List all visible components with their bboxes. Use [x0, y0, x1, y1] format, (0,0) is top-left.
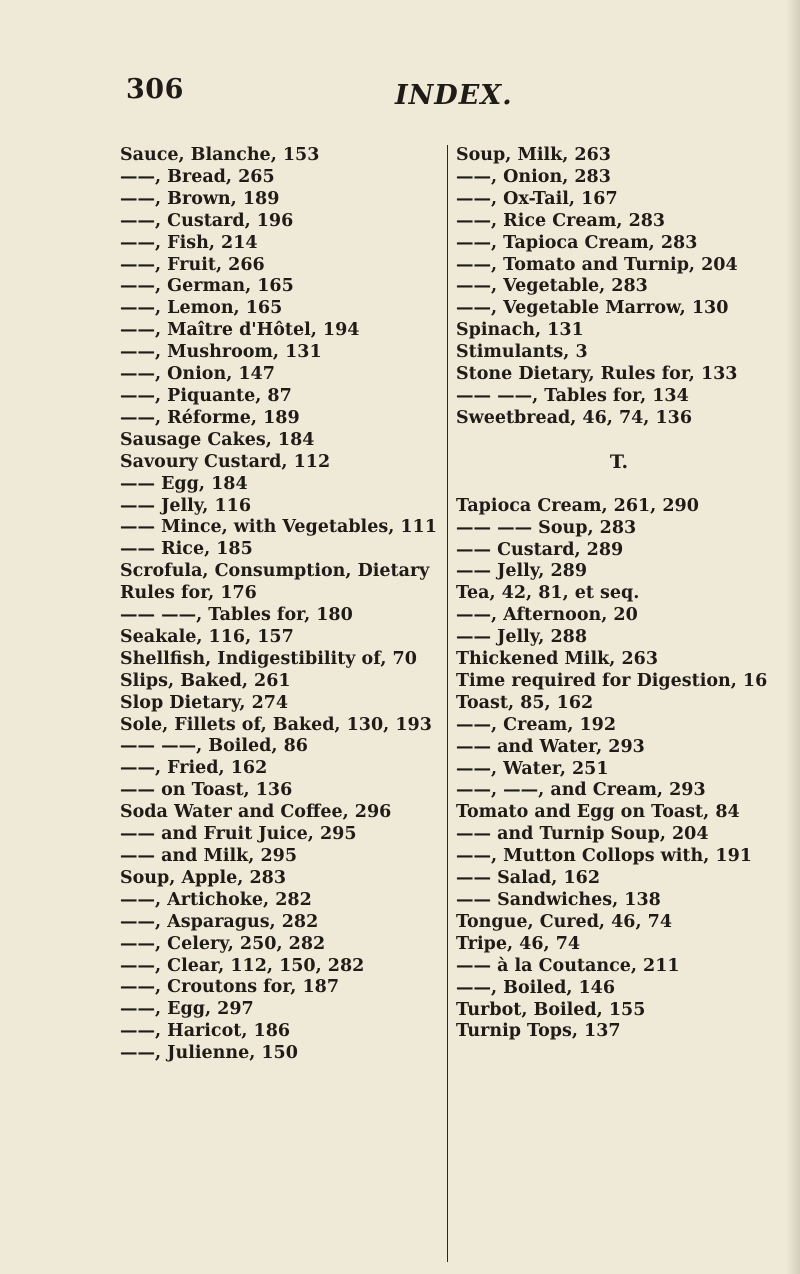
index-entry: Soup, Milk, 263 [456, 145, 611, 165]
index-entry: —— on Toast, 136 [120, 780, 293, 801]
index-entry: Tomato and Egg on Toast, 84 [456, 802, 740, 823]
column-divider [447, 145, 448, 1262]
index-entry: —— Salad, 162 [456, 868, 601, 889]
index-entry: Toast, 85, 162 [456, 692, 594, 713]
index-entry: ——, Onion, 147 [120, 364, 275, 385]
index-entry: ——, Afternoon, 20 [456, 605, 638, 626]
index-entry: ——, Artichoke, 282 [120, 889, 312, 910]
index-entry: Slips, Baked, 261 [120, 670, 291, 691]
index-entry: ——, Bread, 265 [120, 166, 275, 187]
index-entry: —— and Fruit Juice, 295 [120, 824, 357, 845]
index-entry: Soda Water and Coffee, 296 [120, 802, 392, 823]
index-entry: ——, Cream, 192 [456, 714, 617, 735]
index-entry: ——, Egg, 297 [120, 999, 254, 1020]
index-entry: —— —— Soup, 283 [456, 517, 637, 538]
index-entry: —— Jelly, 288 [456, 627, 588, 648]
index-entry: ——, Lemon, 165 [120, 298, 283, 319]
index-entry: ——, Mushroom, 131 [120, 342, 322, 363]
page-number: 306 [126, 74, 184, 105]
index-entry: Seakale, 116, 157 [120, 626, 294, 647]
index-entry: ——, Piquante, 87 [120, 385, 292, 406]
index-entry: ——, Asparagus, 282 [120, 911, 319, 932]
index-entry: —— Jelly, 289 [456, 561, 588, 582]
index-entry: ——, Clear, 112, 150, 282 [120, 955, 365, 976]
index-entry: ——, Celery, 250, 282 [120, 933, 326, 954]
index-entry: —— Mince, with Vegetables, 111 [120, 517, 437, 538]
index-entry: Sauce, Blanche, 153 [120, 145, 320, 165]
index-entry: ——, Rice Cream, 283 [456, 210, 666, 231]
index-entry: ——, Water, 251 [456, 758, 609, 779]
index-entry: ——, Croutons for, 187 [120, 977, 340, 998]
index-entry: —— and Milk, 295 [120, 846, 297, 866]
index-entry: ——, Fruit, 266 [120, 254, 265, 275]
index-entry: Tongue, Cured, 46, 74 [456, 911, 673, 932]
index-entry: ——, Tomato and Turnip, 204 [456, 254, 738, 275]
index-entry: —— and Turnip Soup, 204 [456, 824, 709, 845]
index-entry: ——, Maître d'Hôtel, 194 [120, 320, 360, 341]
index-entry: —— and Water, 293 [456, 736, 645, 757]
index-entry: ——, ——, and Cream, 293 [456, 780, 706, 801]
index-entry: Savoury Custard, 112 [120, 451, 331, 472]
section-letter: T. [609, 450, 629, 473]
index-entry: Shellfish, Indigestibility of, 70 [120, 648, 417, 669]
index-entry: Tripe, 46, 74 [456, 933, 581, 954]
index-entry: ——, German, 165 [120, 276, 294, 297]
index-entry: ——, Julienne, 150 [120, 1043, 298, 1064]
index-entry: ——, Onion, 283 [456, 166, 611, 187]
index-entry: Stone Dietary, Rules for, 133 [456, 364, 738, 385]
index-entry: ——, Vegetable, 283 [456, 276, 648, 297]
index-entry: ——, Ox-Tail, 167 [456, 188, 618, 209]
index-entry: Tapioca Cream, 261, 290 [456, 495, 699, 516]
index-entry: —— Custard, 289 [456, 539, 624, 560]
index-entry: Sausage Cakes, 184 [120, 429, 315, 450]
index-entry: Sweetbread, 46, 74, 136 [456, 407, 693, 428]
index-entry: —— Rice, 185 [120, 539, 253, 560]
index-column-left [120, 145, 442, 1065]
index-column-right [456, 145, 790, 1043]
index-entry: —— à la Coutance, 211 [456, 955, 680, 976]
page-title: INDEX. [395, 80, 513, 111]
index-entry: Turbot, Boiled, 155 [456, 999, 646, 1020]
index-entry: Spinach, 131 [456, 320, 584, 341]
page-edge-shadow [786, 0, 800, 1274]
index-entry: —— Egg, 184 [120, 473, 248, 494]
index-entry: ——, Boiled, 146 [456, 977, 616, 998]
index-entry: Stimulants, 3 [456, 342, 588, 363]
index-entry: Thickened Milk, 263 [456, 649, 659, 670]
index-entry: ——, Haricot, 186 [120, 1021, 291, 1042]
index-entry: Scrofula, Consumption, Dietary Rules for, 176 [120, 561, 430, 604]
index-entry: ——, Mutton Collops with, 191 [456, 846, 752, 867]
index-entry: Tea, 42, 81, et seq. [456, 583, 640, 604]
index-entry: —— Sandwiches, 138 [456, 890, 661, 910]
index-entry: Sole, Fillets of, Baked, 130, 193 [120, 714, 432, 735]
index-entry: Time required for Digestion, 16 [456, 670, 768, 691]
index-entry: ——, Fried, 162 [120, 758, 268, 779]
index-entry: Turnip Tops, 137 [456, 1021, 621, 1042]
index-entry: ——, Brown, 189 [120, 188, 280, 209]
index-entry: ——, Fish, 214 [120, 232, 258, 253]
index-entry: Soup, Apple, 283 [120, 867, 287, 888]
index-entry: ——, Custard, 196 [120, 210, 294, 231]
index-entry: —— ——, Tables for, 134 [456, 385, 689, 406]
index-entry: —— ——, Boiled, 86 [120, 736, 308, 757]
index-entry: ——, Tapioca Cream, 283 [456, 232, 698, 253]
index-entry: —— ——, Tables for, 180 [120, 605, 353, 626]
index-entry: ——, Réforme, 189 [120, 407, 300, 428]
index-entry: Slop Dietary, 274 [120, 692, 289, 713]
index-entry: ——, Vegetable Marrow, 130 [456, 298, 729, 319]
index-entry: —— Jelly, 116 [120, 495, 252, 516]
